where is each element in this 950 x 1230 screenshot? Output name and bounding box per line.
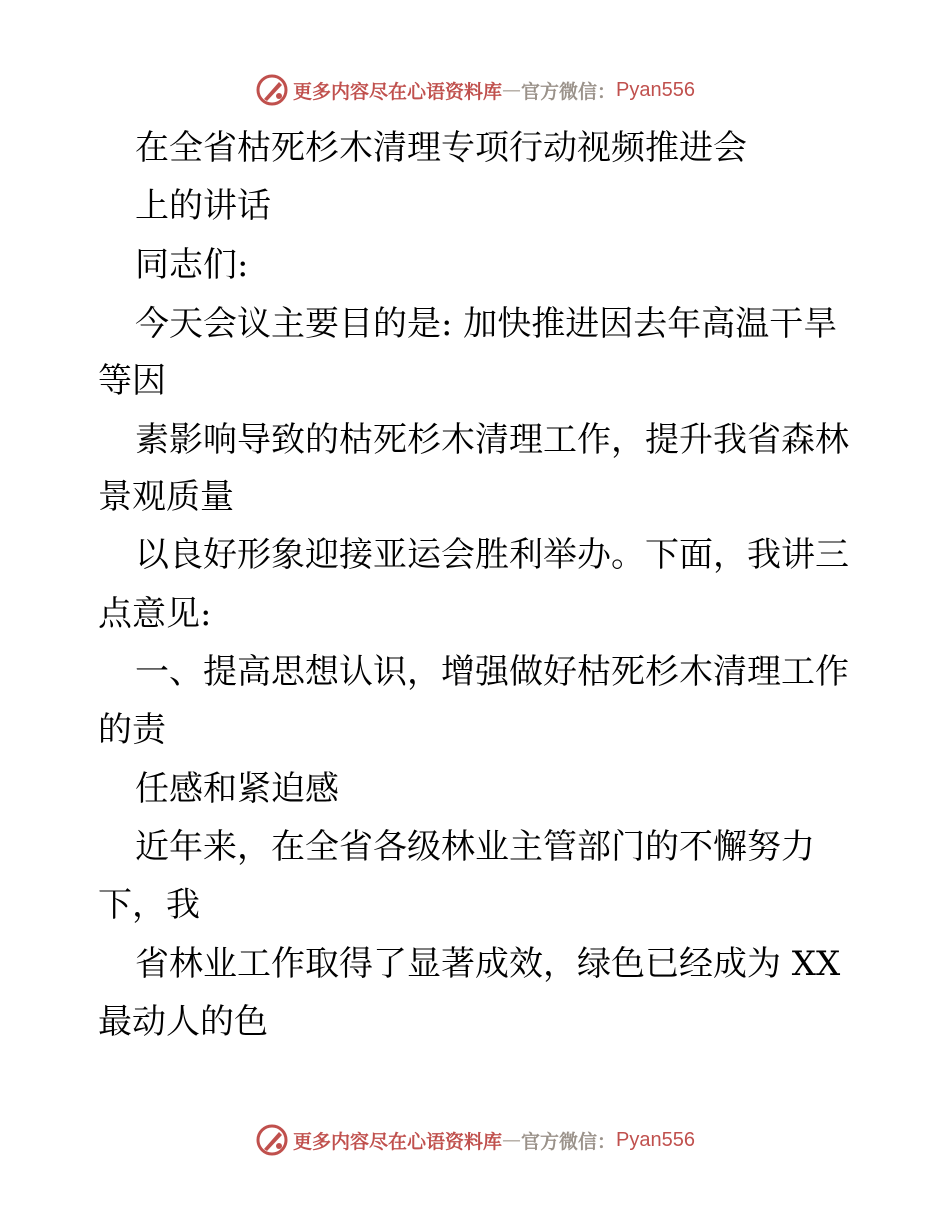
paragraph-line: 点意见: <box>98 594 212 634</box>
pen-circle-logo-icon <box>255 73 289 107</box>
paragraph-line: 最动人的色 <box>98 1002 268 1042</box>
title-line-2: 上的讲话 <box>135 186 271 226</box>
section-heading-line: 一、提高思想认识，增强做好枯死杉木清理工作 <box>135 652 849 692</box>
section-heading-line: 任感和紧迫感 <box>135 769 339 809</box>
watermark-dash: — <box>502 79 522 101</box>
watermark-wechat-label: 官方微信： <box>521 1130 617 1153</box>
paragraph-line: 等因 <box>98 361 166 401</box>
watermark-header <box>0 70 950 110</box>
watermark-main-text: 更多内容尽在心语资料库 <box>293 1130 503 1153</box>
watermark-wechat-label: 官方微信： <box>521 80 617 103</box>
section-heading-line: 的责 <box>98 710 166 750</box>
watermark-dash: — <box>502 1129 522 1151</box>
paragraph-line: 景观质量 <box>98 477 234 517</box>
salutation: 同志们: <box>135 245 249 285</box>
paragraph-line: 近年来，在全省各级林业主管部门的不懈努力 <box>135 827 815 867</box>
paragraph-line: 省林业工作取得了显著成效，绿色已经成为 XX <box>135 944 841 984</box>
watermark-wechat-id: Pyan556 <box>616 1128 695 1151</box>
watermark-wechat-id: Pyan556 <box>616 78 695 101</box>
watermark-footer <box>0 1120 950 1160</box>
pen-circle-logo-icon <box>255 1123 289 1157</box>
title-line-1: 在全省枯死杉木清理专项行动视频推进会 <box>135 128 747 168</box>
paragraph-line: 下，我 <box>98 885 200 925</box>
paragraph-line: 今天会议主要目的是: 加快推进因去年高温干旱 <box>135 304 838 344</box>
watermark-main-text: 更多内容尽在心语资料库 <box>293 80 503 103</box>
paragraph-line: 以良好形象迎接亚运会胜利举办。下面，我讲三 <box>135 535 849 575</box>
paragraph-line: 素影响导致的枯死杉木清理工作，提升我省森林 <box>135 420 849 460</box>
